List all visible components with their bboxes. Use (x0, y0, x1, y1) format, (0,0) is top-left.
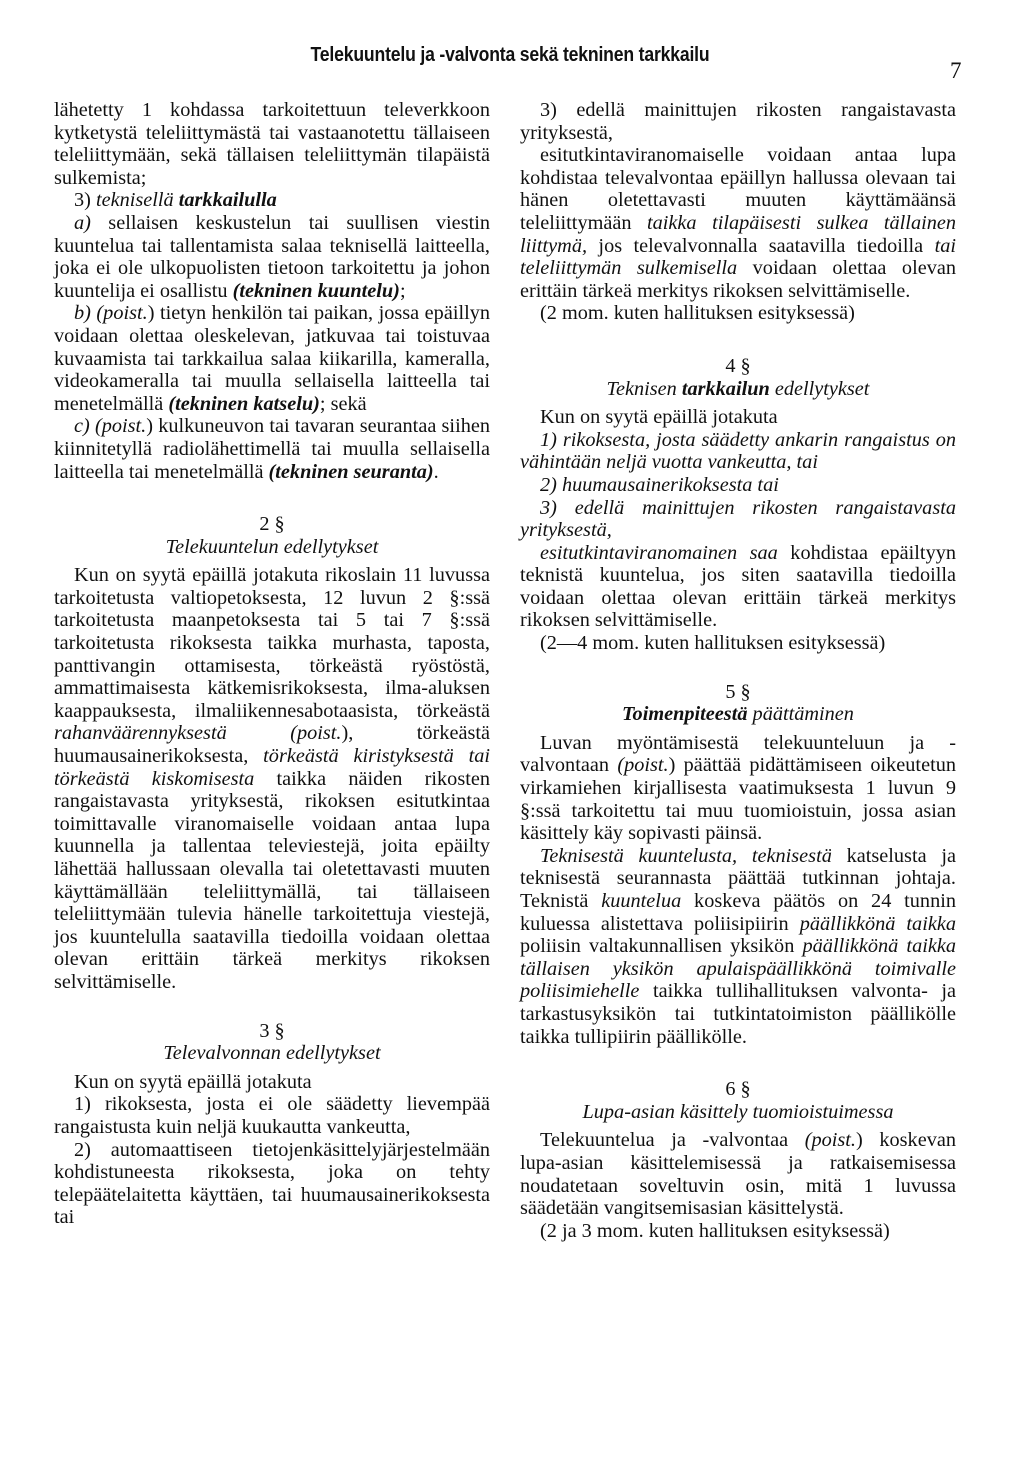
paragraph: b) (poist.) tietyn henkilön tai paikan, jossa epäillyn voidaan olettaa oleskelevan, jatkuvaa tai toistuvaa kuvaamista tai tarkkailua salaa kiikarilla, kameralla, videokameralla tai muulla sellaisella laitteella tai menetelmällä (tekninen katselu); sekä (54, 302, 491, 415)
section-title: Toimenpiteestä päättäminen (622, 703, 854, 726)
paragraph: Kun on syytä epäillä jotakuta (74, 1070, 312, 1093)
section-number: 6 § (725, 1078, 751, 1101)
paragraph: Kun on syytä epäillä jotakuta (540, 406, 778, 429)
paragraph: esitutkintaviranomaiselle voidaan antaa lupa kohdistaa televalvontaa epäillyn hallussa olevaan tai hänen oletettavasti muuten käyttämäänsä teleliittymään taikka tilapäisesti sulkea tällainen liittymä, jos televalvonnalla saatavilla tiedoilla tai teleliittymän sulkemisella voidaan olettaa olevan erittäin tärkeä merkitys rikoksen selvittämiselle. (520, 144, 957, 302)
paragraph: Luvan myöntämisestä telekuunteluun ja -valvontaan (poist.) päättää pidättämiseen oikeutetun virkamiehen kirjallisesta vaatimuksesta 1 luvun 9 §:ssä tarkoitettu tai muu tuomioistuin, jossa asian käsittely käy sopivasti päinsä. (520, 731, 956, 845)
paragraph: c) (poist.) kulkuneuvon tai tavaran seurantaa siihen kiinnitetyllä radiolähettimellä tai muulla sellaisella laitteella tai menetelmällä (tekninen seuranta). (54, 415, 490, 483)
section-title: Telekuuntelun edellytykset (165, 535, 379, 558)
right-column (520, 99, 956, 1242)
paragraph: Telekuuntelua ja -valvontaa (poist.) koskevan lupa-asian käsittelemisessä ja ratkaisemisessa noudatetaan soveltuvin osin, mitä 1 luvussa säädetään vangitsemisasian käsittelystä. (520, 1129, 956, 1220)
paragraph: esitutkintaviranomainen saa kohdistaa epäiltyyn teknistä kuuntelua, jos siten saatavilla tiedoilla voidaan olettaa olevan erittäin tärkeä merkitys rikoksen selvittämiselle. (520, 541, 956, 632)
paragraph: 3) edellä mainittujen rikosten rangaistavasta yrityksestä, (520, 99, 956, 144)
paragraph: 3) teknisellä tarkkailulla (74, 189, 277, 212)
paragraph: (2 mom. kuten hallituksen esityksessä) (540, 302, 855, 325)
left-column (54, 99, 490, 1229)
paragraph: Teknisestä kuuntelusta, teknisestä katselusta ja teknisestä seurannasta päättää tutkinnan johtaja. Teknistä kuuntelua koskeva päätös on 24 tunnin kuluessa alistettava poliisipiirin päällikkönä taikka poliisin valtakunnallisen yksikön päällikkönä taikka tällaisen yksikön apulaispäällikkönä toimivalle poliisimiehelle taikka tullihallituksen valvonta- ja tarkastusyksikön tai tutkintatoimiston päällikölle taikka tullipiirin päällikölle. (520, 844, 956, 1048)
section-title: Teknisen tarkkailun edellytykset (606, 377, 870, 400)
paragraph: a) sellaisen keskustelun tai suullisen viestin kuuntelua tai tallentamista salaa teknisellä laitteella, joka ei ole ulkopuolisten tietoon tarkoitettu ja johon kuuntelija ei osallistu (tekninen kuuntelu); (54, 211, 490, 302)
paragraph: (2 ja 3 mom. kuten hallituksen esityksessä) (540, 1219, 890, 1242)
paragraph: (2—4 mom. kuten hallituksen esityksessä) (540, 632, 886, 655)
paragraph: 1) rikoksesta, josta ei ole säädetty lievempää rangaistusta kuin neljä kuukautta vankeutta, (54, 1093, 490, 1138)
section-title: Lupa-asian käsittely tuomioistuimessa (582, 1100, 894, 1123)
section-number: 5 § (725, 680, 751, 703)
page-number: 7 (950, 58, 962, 83)
section-title: Televalvonnan edellytykset (163, 1042, 381, 1065)
section-number: 4 § (725, 354, 751, 377)
section-number: 2 § (259, 513, 285, 536)
paragraph: 1) rikoksesta, josta säädetty ankarin rangaistus on vähintään neljä vuotta vankeutta, tai (520, 428, 956, 474)
paragraph: 2) huumausainerikoksesta tai (540, 473, 779, 496)
paragraph: 2) automaattiseen tietojenkäsittelyjärjestelmään kohdistuneesta rikoksesta, joka on tehty telepäätelaitetta käyttäen, tai huumausainerikoksesta tai (54, 1138, 490, 1229)
paragraph: lähetetty 1 kohdassa tarkoitettuun televerkkoon kytketystä teleliittymästä tai vastaanotettu tällaiseen teleliittymään, sekä tällaisen teleliittymän tilapäistä sulkemista; (54, 99, 490, 189)
running-header: Telekuuntelu ja -valvonta sekä tekninen tarkkailu (310, 44, 710, 66)
paragraph: 3) edellä mainittujen rikosten rangaistavasta yrityksestä, (520, 496, 956, 542)
section-number: 3 § (259, 1019, 285, 1042)
paragraph: Kun on syytä epäillä jotakuta rikoslain 11 luvussa tarkoitetusta valtiopetoksesta, 12 luvun 2 §:ssä tarkoitetusta maanpetoksesta tai 5 tai 7 §:ssä tarkoitetusta rikoksesta taikka murhasta, taposta, panttivangin ottamisesta, törkeästä ryöstöstä, ammattimaisesta kätkemisrikoksesta, ilma-aluksen kaappauksesta, ilmaliikennesabotaasista, törkeästä rahanväärennyksestä (poist.), törkeästä huumausainerikoksesta, törkeästä kiristyksestä tai törkeästä kiskomisesta taikka näiden rikosten rangaistavasta yrityksestä, rikoksen esitutkintaa toimittavalle viranomaiselle voidaan antaa lupa kuunnella ja tallentaa televiestejä, joita epäilty lähettää hallussaan olevalla tai oletettavasti muuten käyttämällään teleliittymällä, tai tällaiseen teleliittymään tulevia hänelle tarkoitettuja viestejä, jos kuuntelulla saatavilla tiedoilla voidaan olettaa olevan erittäin tärkeä merkitys rikoksen selvittämiselle. (54, 564, 491, 993)
